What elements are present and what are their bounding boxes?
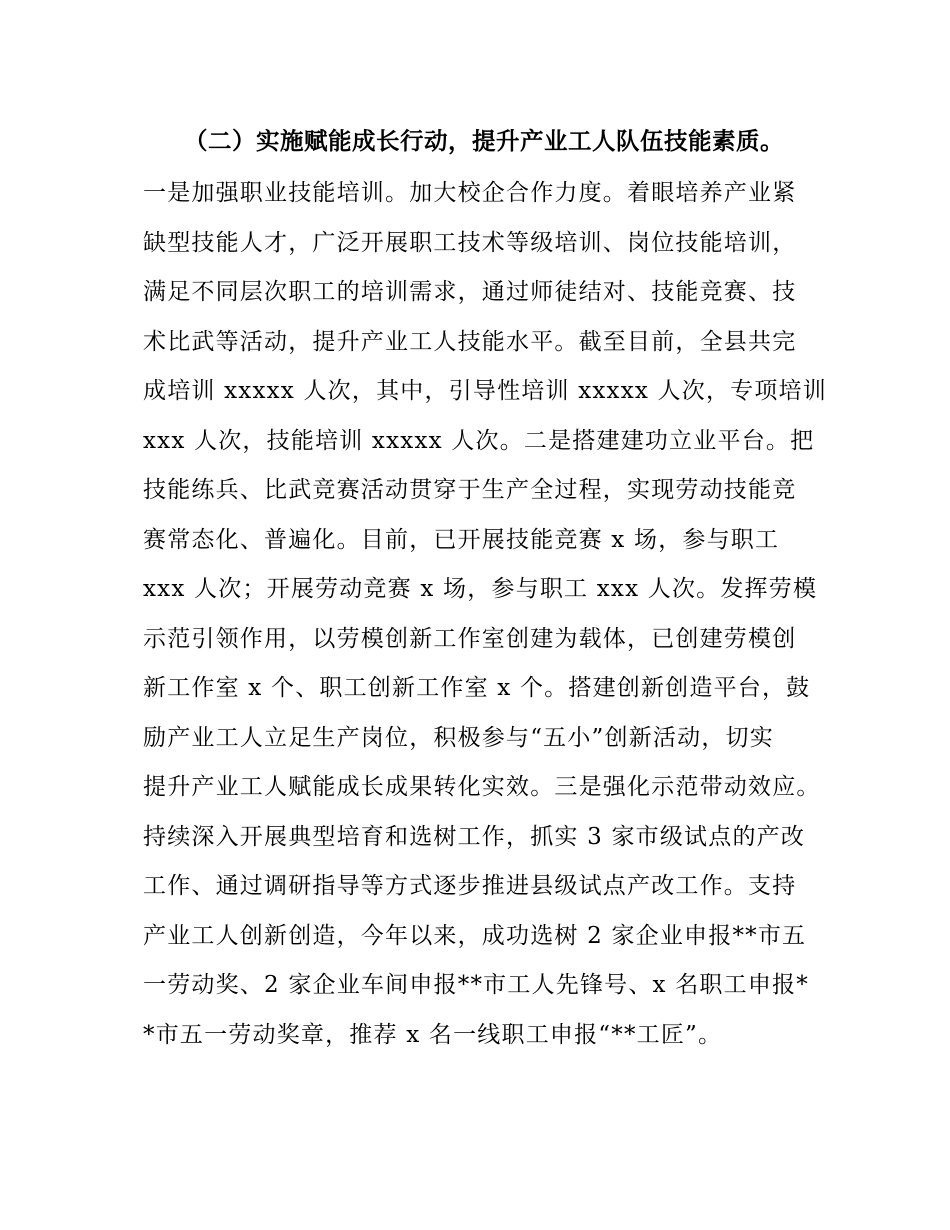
text-line: 技能练兵、比武竞赛活动贯穿于生产全过程，实现劳动技能竞 xyxy=(143,477,797,503)
text-line: 工作、通过调研指导等方式逐步推进县级试点产改工作。支持 xyxy=(143,873,797,899)
text-line: 一劳动奖、2 家企业车间申报**市工人先锋号、x 名职工申报* xyxy=(143,972,809,998)
text-line: 赛常态化、普遍化。目前，已开展技能竞赛 x 场，参与职工 xyxy=(143,526,780,553)
section-heading: （二）实施赋能成长行动，提升产业工人队伍技能素质。 xyxy=(184,127,784,155)
text-line: 励产业工人立足生产岗位，积极参与“五小”创新活动，切实 xyxy=(143,724,774,751)
text-line: xxx 人次，技能培训 xxxxx 人次。二是搭建建功立业平台。把 xyxy=(143,427,815,454)
text-line: 缺型技能人才，广泛开展职工技术等级培训、岗位技能培训， xyxy=(143,229,797,256)
text-line: 产业工人创新创造，今年以来，成功选树 2 家企业申报**市五 xyxy=(143,922,807,949)
text-line: 一是加强职业技能培训。加大校企合作力度。着眼培养产业紧 xyxy=(143,180,797,206)
text-line: 新工作室 x 个、职工创新工作室 x 个。搭建创新创造平台，鼓 xyxy=(143,675,811,701)
text-line: 满足不同层次职工的培训需求，通过师徒结对、技能竞赛、技 xyxy=(143,279,797,305)
text-line: 提升产业工人赋能成长成果转化实效。三是强化示范带动效应。 xyxy=(143,774,821,800)
body-paragraph xyxy=(143,169,833,1060)
text-line: xxx 人次；开展劳动竞赛 x 场，参与职工 xxx 人次。发挥劳模 xyxy=(143,576,818,602)
text-line: 术比武等活动，提升产业工人技能水平。截至目前，全县共完 xyxy=(143,328,797,355)
text-line: 持续深入开展典型培育和选树工作，抓实 3 家市级试点的产改 xyxy=(143,823,806,850)
text-line: *市五一劳动奖章，推荐 x 名一线职工申报“**工匠”。 xyxy=(143,1021,723,1048)
text-line: 示范引领作用，以劳模创新工作室创建为载体，已创建劳模创 xyxy=(143,625,797,652)
text-line: 成培训 xxxxx 人次，其中，引导性培训 xxxxx 人次，专项培训 xyxy=(143,378,827,404)
